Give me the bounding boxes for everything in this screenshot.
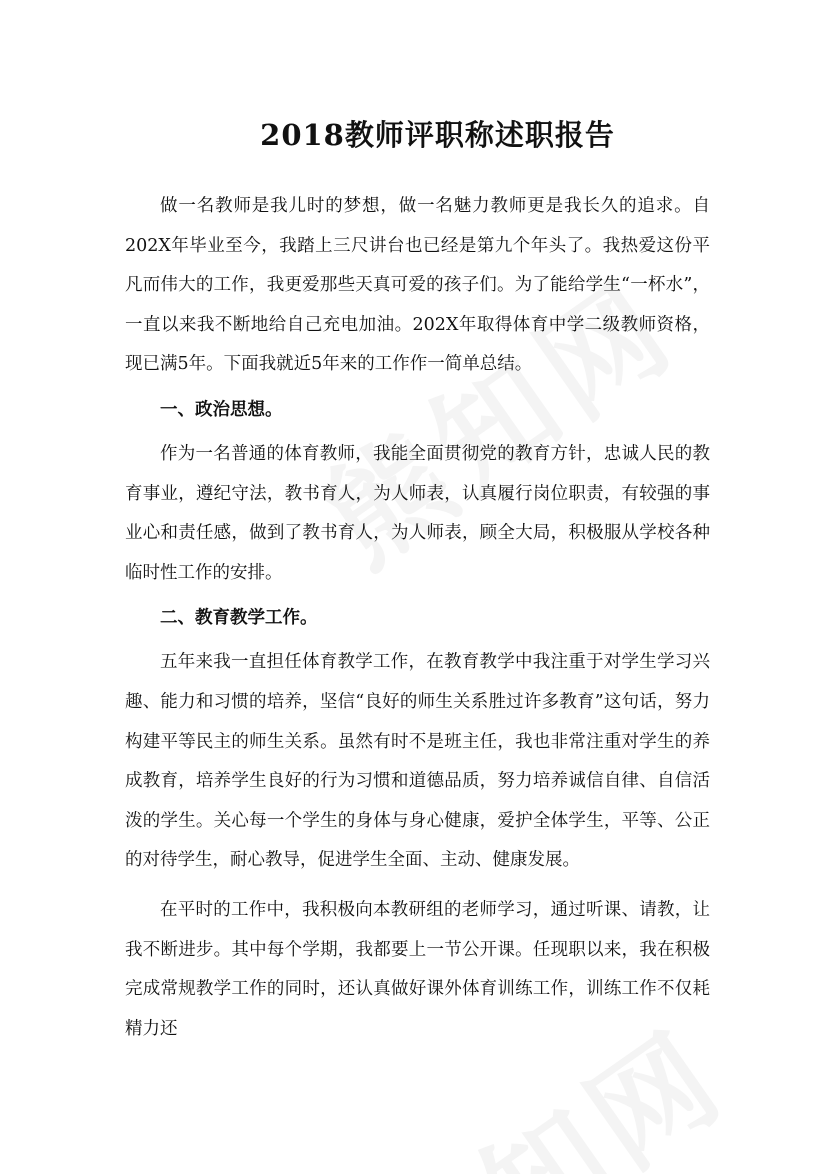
section-heading-teaching: 二、教育教学工作。: [160, 608, 318, 629]
intro-paragraph: 做一名教师是我儿时的梦想，做一名魅力教师更是我长久的追求。自202X年毕业至今，我踏上三尺讲台也已经是第九个年头了。我热爱这份平凡而伟大的工作，我更爱那些天真可爱的孩子们。为了能给学生“一杯水”，一直以来我不断地给自己充电加油。202X年取得体育中学二级教师资格，现已满5年。下面我就近5年来的工作作一简单总结。: [125, 196, 710, 375]
politics-paragraph: 作为一名普通的体育教师，我能全面贯彻党的教育方针，忠诚人民的教育事业，遵纪守法，教书育人，为人师表，认真履行岗位职责，有较强的事业心和责任感，做到了教书育人，为人师表，顾全大局，积极服从学校各种临时性工作的安排。: [125, 443, 710, 583]
document-body: [125, 110, 710, 1049]
teaching-paragraph-1: 五年来我一直担任体育教学工作，在教育教学中我注重于对学生学习兴趣、能力和习惯的培养，坚信“良好的师生关系胜过许多教育”这句话，努力构建平等民主的师生关系。虽然有时不是班主任，我也非常注重对学生的养成教育，培养学生良好的行为习惯和道德品质，努力培养诚信自律、自信活泼的学生。关心每一个学生的身体与身心健康，爱护全体学生，平等、公正的对待学生，耐心教导，促进学生全面、主动、健康发展。: [125, 652, 710, 871]
section-heading-politics: 一、政治思想。: [160, 399, 283, 420]
teaching-paragraph-2: 在平时的工作中，我积极向本教研组的老师学习，通过听课、请教，让我不断进步。其中每个学期，我都要上一节公开课。任现职以来，我在积极完成常规教学工作的同时，还认真做好课外体育训练工作，训练工作不仅耗精力还: [125, 899, 710, 1039]
document-title: 2018教师评职称述职报告: [260, 118, 615, 152]
